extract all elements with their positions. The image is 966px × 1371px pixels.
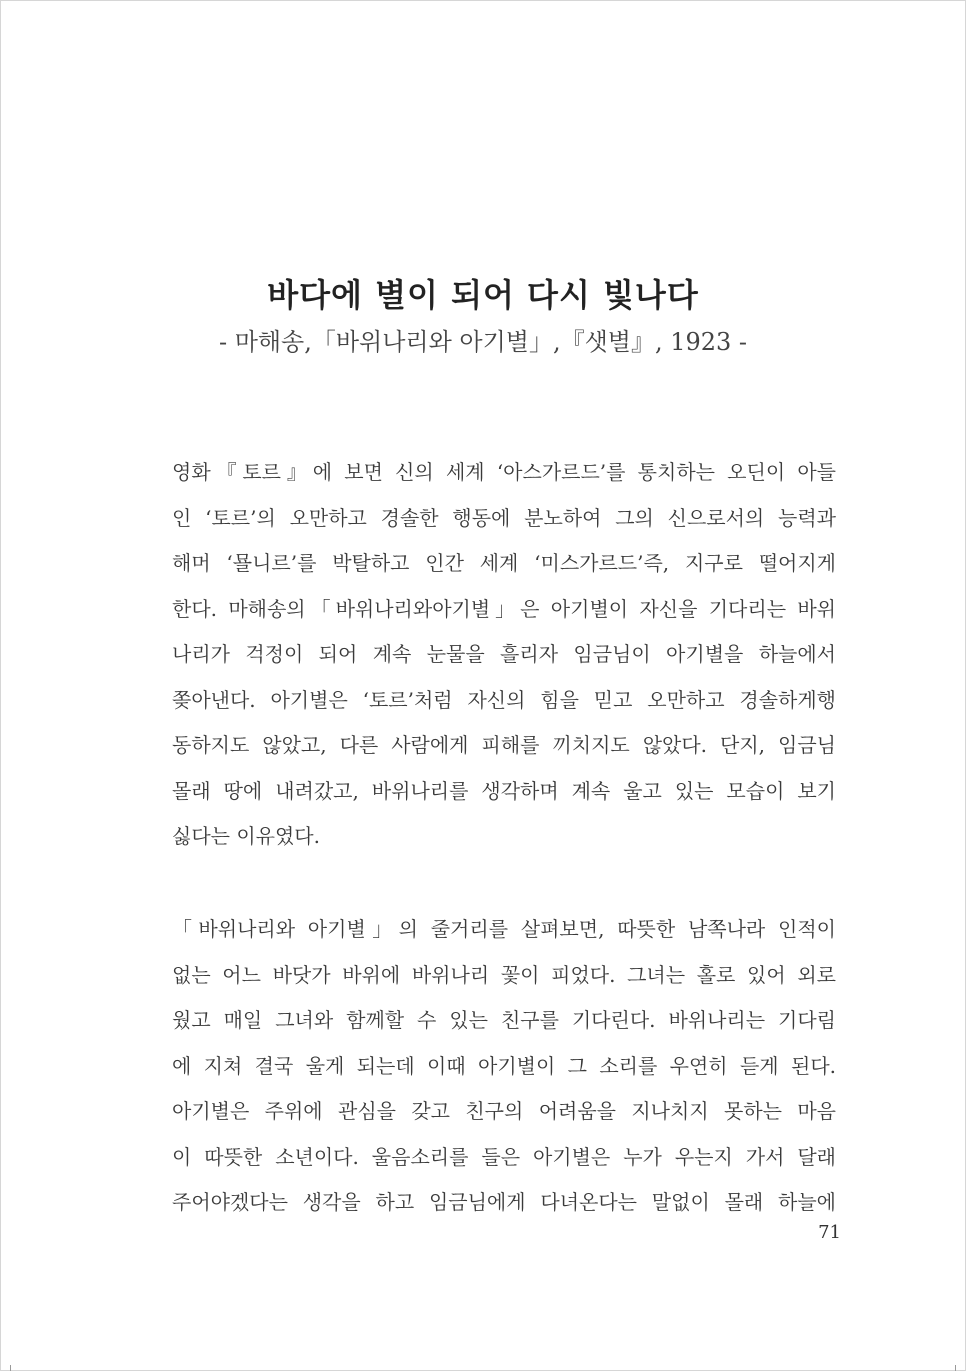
page-number: 71 (818, 1222, 841, 1243)
chapter-subtitle: - 마해송,「바위나리와 아기별」,『샛별』, 1923 - (218, 328, 748, 356)
text-line: 인 ‘토르’의 오만하고 경솔한 행동에 분노하여 그의 신으로서의 능력과 (172, 505, 836, 530)
text-line: 싫다는 이유였다. (172, 824, 320, 848)
text-line: 주어야겠다는 생각을 하고 임금님에게 다녀온다는 말없이 몰래 하늘에 (172, 1190, 837, 1214)
text-line: 몰래 땅에 내려갔고, 바위나리를 생각하며 계속 울고 있는 모습이 보기 (172, 778, 836, 803)
text-line: 영화『토르』에 보면 신의 세계 ‘아스가르드’를 통치하는 오딘이 아들 (172, 460, 836, 484)
crop-mark (10, 1365, 11, 1371)
text-line: 쫒아낸다. 아기별은 ‘토르’처럼 자신의 힘을 믿고 오만하고 경솔하게행 (172, 687, 836, 712)
text-line: 아기별은 주위에 관심을 갖고 친구의 어려움을 지나치지 못하는 마음 (172, 1099, 836, 1123)
text-line: 이 따뜻한 소년이다. 울음소리를 들은 아기별은 누가 우는지 가서 달래 (172, 1144, 836, 1169)
paragraph-1 (172, 450, 836, 860)
paragraph-2 (172, 907, 836, 1226)
text-line: 없는 어느 바닷가 바위에 바위나리 꽃이 피었다. 그녀는 홀로 있어 외로 (172, 962, 836, 987)
chapter-title: 바다에 별이 되어 다시 빛나다 (267, 276, 699, 314)
text-line: 나리가 걱정이 되어 계속 눈물을 흘리자 임금님이 아기별을 하늘에서 (172, 642, 836, 666)
text-line: 에 지쳐 결국 울게 되는데 이때 아기별이 그 소리를 우연히 듣게 된다. (172, 1053, 836, 1078)
text-line: 한다. 마해송의「바위나리와아기별」은 아기별이 자신을 기다리는 바위 (172, 596, 836, 621)
text-line: 동하지도 않았고, 다른 사람에게 피해를 끼치지도 않았다. 단지, 임금님 (172, 733, 836, 757)
crop-mark (955, 1365, 956, 1371)
text-line: 해머 ‘묠니르’를 박탈하고 인간 세계 ‘미스가르드’즉, 지구로 떨어지게 (172, 551, 836, 575)
text-line: 웠고 매일 그녀와 함께할 수 있는 친구를 기다린다. 바위나리는 기다림 (172, 1008, 836, 1032)
text-line: 「바위나리와 아기별」의 줄거리를 살펴보면, 따뜻한 남쪽나라 인적이 (172, 917, 836, 941)
